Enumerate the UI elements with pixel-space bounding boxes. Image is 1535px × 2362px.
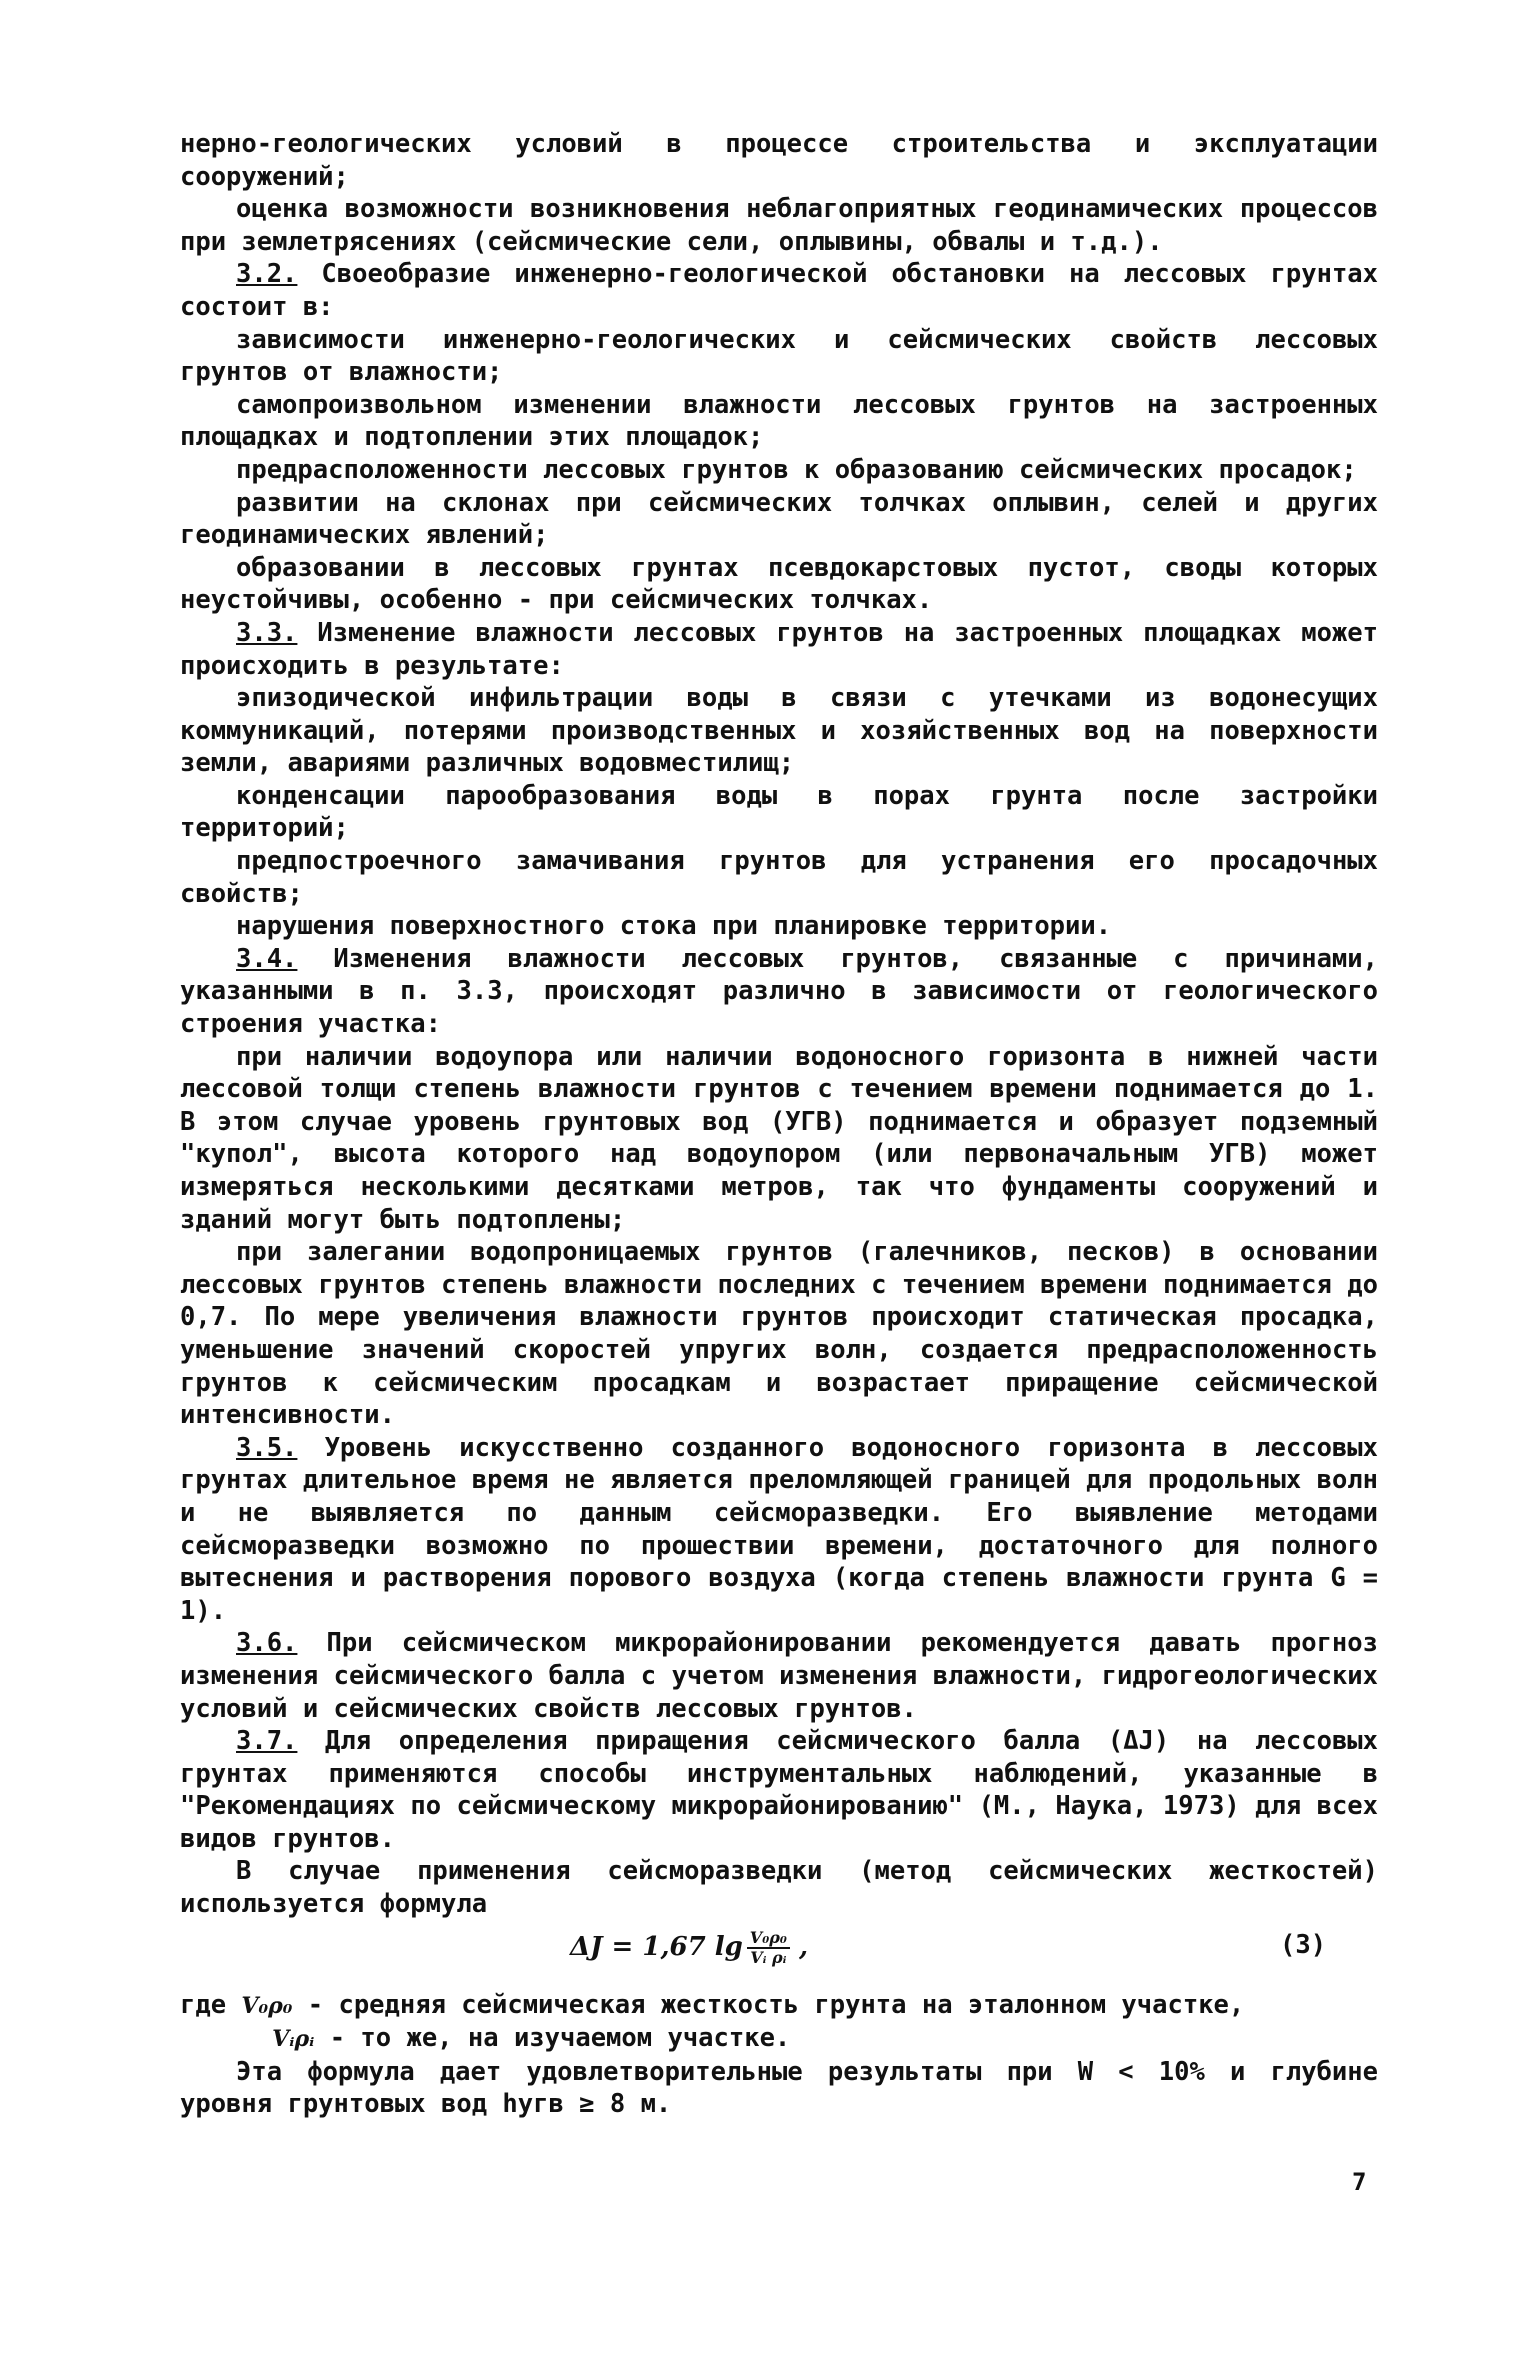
equation-number: (3) [1280, 1929, 1327, 1960]
section-number: 3.5. [236, 1432, 298, 1463]
paragraph-text: оценка возможности возникновения неблагоприятных геодинамических процессов при землетрясениях (сейсмические сели, оплывины, обвалы и т.д.). [180, 194, 1378, 257]
formula-fraction [747, 1929, 790, 1967]
paragraph-text: Уровень искусственно созданного водоносного горизонта в лессовых грунтах длительное время не является преломляющей границей для продольных волн и не выявляется по данным сейсморазведки. Его выявление методами сейсморазведки возможно по прошествии времени, достаточного для полного вытеснения и растворения порового воздуха (когда степень влажности грунта G = 1). [180, 1432, 1378, 1626]
paragraph-text: развитии на склонах при сейсмических толчках оплывин, селей и других геодинамических явлений; [180, 487, 1378, 551]
paragraph [180, 1432, 1378, 1628]
paragraph [180, 1725, 1378, 1855]
paragraph [180, 128, 1378, 193]
legend-symbol: Vᵢρᵢ [272, 2026, 315, 2053]
legend-prefix [180, 2023, 272, 2053]
formula-tail: , [798, 1931, 808, 1962]
paragraph [180, 1236, 1378, 1432]
legend-line [180, 2022, 1378, 2056]
paragraph-text: самопроизвольном изменении влажности лессовых грунтов на застроенных площадках и подтоплении этих площадок; [180, 389, 1378, 453]
paragraph-text: при залегании водопроницаемых грунтов (галечников, песков) в основании лессовых грунтов степень влажности последних с течением времени поднимается до 0,7. По мере увеличения влажности грунтов происходит статическая просадка, уменьшение значений скоростей упругих волн, создается предрасположенность грунтов к сейсмическим просадкам и возрастает приращение сейсмической интенсивности. [180, 1237, 1378, 1431]
section-number: 3.7. [236, 1726, 298, 1757]
paragraph [180, 324, 1378, 389]
paragraph-text: эпизодической инфильтрации воды в связи с утечками из водонесущих коммуникаций, потерями производственных и хозяйственных вод на поверхности земли, авариями различных водовместилищ; [180, 683, 1378, 779]
paragraph-text: при наличии водоупора или наличии водоносного горизонта в нижней части лессовой толщи степень влажности грунтов с течением времени поднимается до 1. В этом случае уровень грунтовых вод (УГВ) поднимается и образует подземный "купол", высота которого над водоупором (или первоначальным УГВ) может измеряться несколькими десятками метров, так что фундаменты сооружений и зданий могут быть подтоплены; [180, 1041, 1378, 1235]
legend-prefix: где [180, 1989, 242, 2020]
closing-paragraph: Эта формула дает удовлетворительные результаты при W < 10% и глубине уровня грунтовых вод hугв ≥ 8 м. [180, 2056, 1378, 2120]
paragraph-text: В случае применения сейсморазведки (метод сейсмических жесткостей) используется формула [180, 1856, 1378, 1920]
paragraph [180, 943, 1378, 1041]
paragraph [180, 487, 1378, 552]
paragraph [180, 258, 1378, 323]
formula-numerator: V₀ρ₀ [747, 1929, 790, 1949]
document-body [180, 128, 1378, 2121]
section-number: 3.6. [236, 1628, 298, 1659]
page-number: 7 [1352, 2168, 1367, 2196]
paragraph [180, 1855, 1378, 1920]
section-number: 3.3. [236, 617, 298, 648]
formula-row [180, 1923, 1378, 1979]
paragraph-text: конденсации парообразования воды в порах грунта после застройки территорий; [180, 780, 1378, 844]
paragraph-text: Своеобразие инженерно-геологической обстановки на лессовых грунтах состоит в: [180, 259, 1378, 322]
paragraph [180, 389, 1378, 454]
legend-symbol: V₀ρ₀ [241, 1992, 293, 2019]
paragraph [180, 780, 1378, 845]
formula-denominator: Vᵢ ρᵢ [750, 1947, 787, 1967]
paragraph [180, 552, 1378, 617]
paragraph-text: образовании в лессовых грунтах псевдокарстовых пустот, своды которых неустойчивы, особенно - при сейсмических толчках. [180, 552, 1378, 616]
paragraph [180, 682, 1378, 780]
paragraph-text: зависимости инженерно-геологических и сейсмических свойств лессовых грунтов от влажности; [180, 324, 1378, 388]
paragraph-text: Для определения приращения сейсмического балла (ΔJ) на лессовых грунтах применяются способы инструментальных наблюдений, указанные в "Рекомендациях по сейсмическому микрорайонированию" (М., Наука, 1973) для всех видов грунтов. [180, 1726, 1378, 1854]
paragraph [180, 193, 1378, 258]
paragraph-text: нарушения поверхностного стока при планировке территории. [236, 911, 1112, 942]
legend-text: - средняя сейсмическая жесткость грунта на эталонном участке, [292, 1989, 1245, 2020]
paragraph [180, 617, 1378, 682]
paragraph [180, 845, 1378, 910]
paragraph [180, 454, 1378, 487]
paragraph-text: нерно-геологических условий в процессе строительства и эксплуатации сооружений; [180, 129, 1378, 192]
formula [570, 1929, 808, 1967]
section-number: 3.4. [236, 943, 298, 974]
paragraph-text: При сейсмическом микрорайонировании рекомендуется давать прогноз изменения сейсмического балла с учетом изменения влажности, гидрогеологических условий и сейсмических свойств лессовых грунтов. [180, 1628, 1378, 1724]
paragraph [180, 1627, 1378, 1725]
section-number: 3.2. [236, 259, 298, 290]
formula-lhs: ΔJ = 1,67 lg [570, 1931, 743, 1962]
paragraph-text: Изменение влажности лессовых грунтов на застроенных площадках может происходить в результате: [180, 617, 1378, 681]
paragraph-text: Изменения влажности лессовых грунтов, связанные с причинами, указанными в п. 3.3, происходят различно в зависимости от геологического строения участка: [180, 943, 1378, 1040]
legend-text: - то же, на изучаемом участке. [314, 2023, 791, 2054]
paragraph [180, 910, 1378, 943]
legend-line [180, 1989, 1378, 2023]
paragraph-text: предрасположенности лессовых грунтов к образованию сейсмических просадок; [236, 454, 1357, 485]
paragraph-text: предпостроечного замачивания грунтов для устранения его просадочных свойств; [180, 846, 1378, 909]
paragraph [180, 1041, 1378, 1237]
